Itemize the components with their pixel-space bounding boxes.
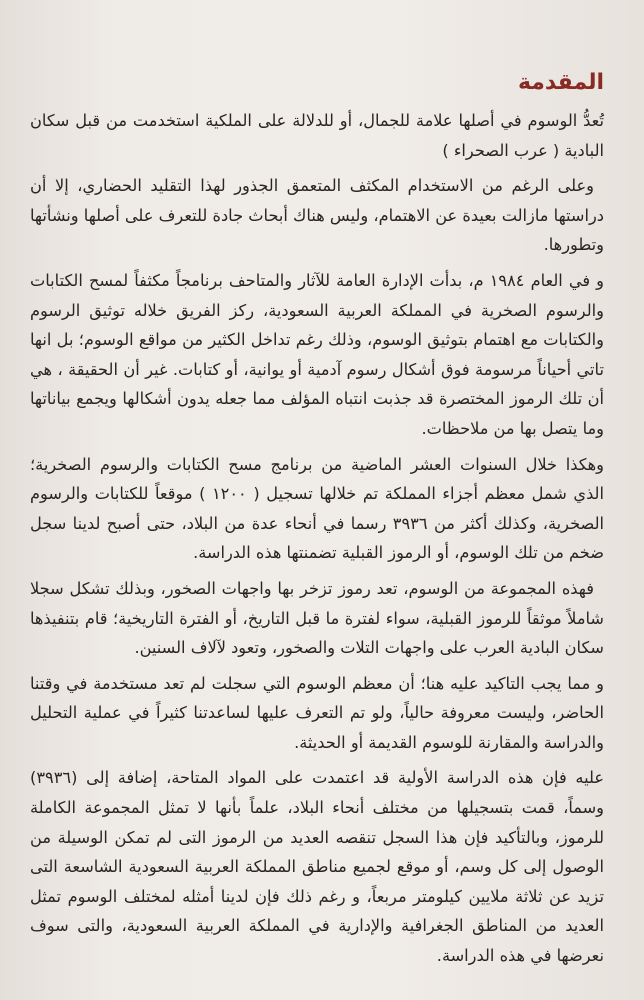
paragraph: و في العام ١٩٨٤ م، بدأت الإدارة العامة للآثار والمتاحف برنامجاً مكثفاً لمسح الكتابات والرسوم الصخرية في المملكة العربية السعودية، ركز الفريق خلاله توثيق الرسوم والكتابات مع اهتمام بتوثيق الوسوم، وذلك رغم تداخل الكثير من مواقع الوسوم؛ بل انها تاتي أحياناً مرسومة فوق أشكال رسوم آدمية أو يوانية، أو كتابات. غير أن الحقيقة ، هي أن تلك الرموز المختصرة قد جذبت انتباه المؤلف مما جعله يدون أشكالها ويجمع بياناتها وما يتصل بها من ملاحظات.: [30, 270, 604, 438]
paragraph: فهذه المجموعة من الوسوم، تعد رموز تزخر بها واجهات الصخور، وبذلك تشكل سجلا شاملاً موثقاً للرموز القبلية، سواء لفترة ما قبل التاريخ، أو الفترة التاريخية؛ قام بتنفيذها سكان البادية العرب على واجهات التلات والصخور، وتعود لآلاف السنين.: [30, 578, 604, 658]
paragraph: تُعدُّ الوسوم في أصلها علامة للجمال، أو للدلالة على الملكية استخدمت من قبل سكان البادية ( عرب الصحراء ): [30, 111, 604, 160]
paragraph: عليه فإن هذه الدراسة الأولية قد اعتمدت على المواد المتاحة، إضافة إلى (٣٩٣٦) وسماً، قمت بتسجيلها من مختلف أنحاء البلاد، علماً بأنها لا تمثل المجموعة الكاملة للرموز، وبالتأكيد فإن هذا السجل تنقصه العديد من الرموز التى لم تمكن الوسيلة من الوصول إلى كل وسم، أو موقع لجميع مناطق المملكة العربية السعودية الشاسعة التى تزيد عن ثلاثة ملايين كيلومتر مربعاً، و رغم ذلك فإن لدينا أمثله لمختلف الوسوم تمثل العديد من المناطق الجغرافية والإدارية في المملكة العربية السعودية، والتى سوف نعرضها في هذه الدراسة.: [30, 768, 604, 966]
paragraph: وعلى الرغم من الاستخدام المكثف المتعمق الجذور لهذا التقليد الحضاري، إلا أن دراستها مازالت بعيدة عن الاهتمام، وليس هناك أبحاث جادة للتعرف على أصلها ونشأتها وتطورها.: [30, 176, 604, 255]
paragraph: وهكذا خلال السنوات العشر الماضية من برنامج مسح الكتابات والرسوم الصخرية؛ الذي شمل معظم أجزاء المملكة تم خلالها تسجيل ( ١٢٠٠ ) موقعاً للكتابات والرسوم الصخرية، وكذلك أكثر من ٣٩٣٦ رسما في أنحاء عدة من البلاد، حتى أصبح لدينا سجل ضخم من تلك الوسوم، أو الرموز القبلية تضمنتها هذه الدراسة.: [30, 454, 604, 563]
section-title: المقدمة: [517, 70, 604, 95]
body-text: [30, 106, 604, 971]
paragraph: و مما يجب التاكيد عليه هنا؛ أن معظم الوسوم التي سجلت لم تعد مستخدمة في وقتنا الحاضر، وليست معروفة حالياً، ولو تم التعرف عليها لساعدتنا كثيراً في عملية التحليل والدراسة والمقارنة للوسوم القديمة أو الحديثة.: [30, 673, 604, 752]
